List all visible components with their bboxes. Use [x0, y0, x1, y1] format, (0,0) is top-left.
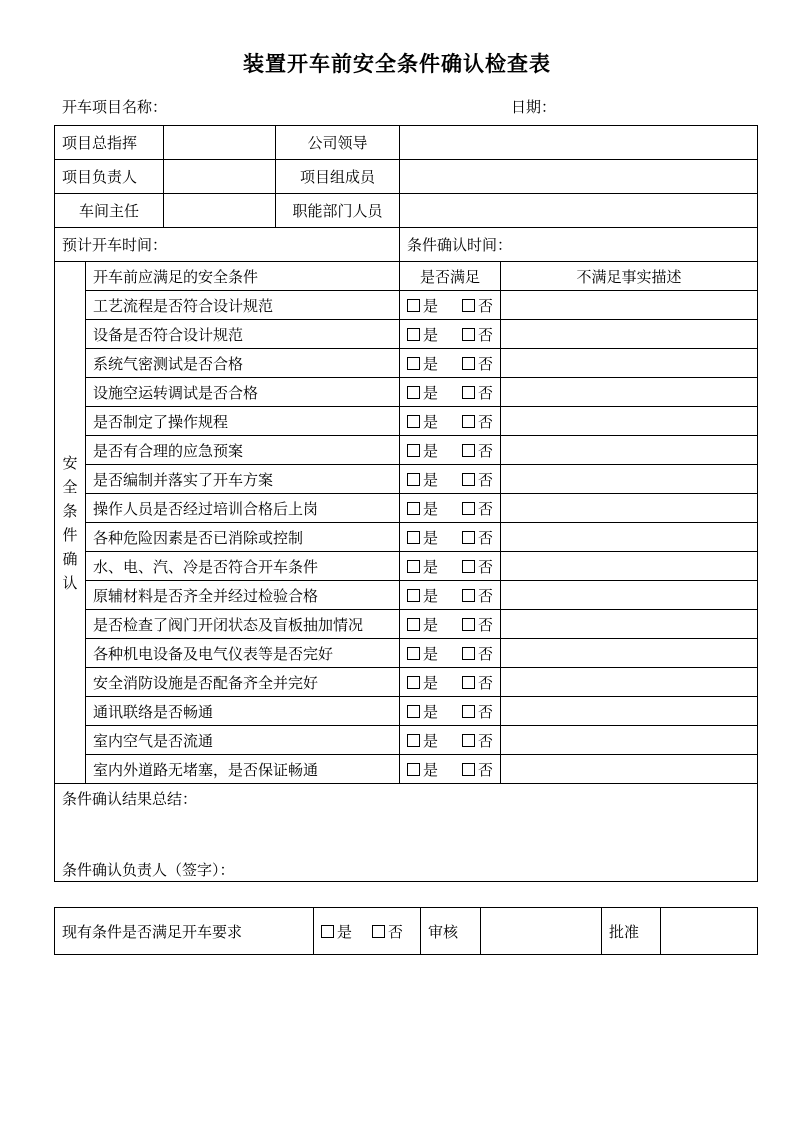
yes-no-choice: 是 否	[400, 581, 501, 610]
yes-no-choice: 是 否	[400, 639, 501, 668]
personnel-row	[55, 160, 758, 194]
table-row	[55, 639, 758, 668]
checkbox-yes[interactable]	[407, 444, 420, 457]
checkbox-yes[interactable]	[407, 734, 420, 747]
checkbox-no[interactable]	[462, 531, 475, 544]
col-condition-header: 开车前应满足的安全条件	[86, 262, 400, 291]
checkbox-yes[interactable]	[407, 328, 420, 341]
table-row	[55, 378, 758, 407]
condition-text: 水、电、汽、冷是否符合开车条件	[86, 552, 400, 581]
summary-row	[55, 784, 758, 882]
table-row	[55, 465, 758, 494]
condition-text: 是否编制并落实了开车方案	[86, 465, 400, 494]
yes-no-choice: 是 否	[400, 610, 501, 639]
description-cell[interactable]	[501, 668, 758, 697]
description-cell[interactable]	[501, 697, 758, 726]
yes-no-choice: 是 否	[400, 320, 501, 349]
col-satisfied-header: 是否满足	[400, 262, 501, 291]
description-cell[interactable]	[501, 407, 758, 436]
checkbox-yes[interactable]	[407, 502, 420, 515]
yes-no-choice: 是 否	[400, 291, 501, 320]
condition-text: 设备是否符合设计规范	[86, 320, 400, 349]
table-row	[55, 697, 758, 726]
approve-label: 批准	[602, 908, 661, 955]
personnel-row	[55, 194, 758, 228]
signer-label: 条件确认负责人（签字）：	[62, 861, 235, 879]
checkbox-yes[interactable]	[407, 618, 420, 631]
col-description-header: 不满足事实描述	[501, 262, 758, 291]
checkbox-yes[interactable]	[407, 676, 420, 689]
checkbox-no[interactable]	[372, 925, 385, 938]
confirm-time-label: 条件确认时间：	[400, 228, 758, 262]
table-row	[55, 726, 758, 755]
checkbox-yes[interactable]	[407, 705, 420, 718]
table-row	[55, 291, 758, 320]
checkbox-no[interactable]	[462, 560, 475, 573]
description-cell[interactable]	[501, 320, 758, 349]
table-row	[55, 494, 758, 523]
checkbox-yes[interactable]	[407, 560, 420, 573]
approval-table	[54, 907, 758, 955]
condition-text: 室内空气是否流通	[86, 726, 400, 755]
checkbox-yes[interactable]	[407, 299, 420, 312]
checkbox-no[interactable]	[462, 589, 475, 602]
yes-no-choice: 是 否	[400, 465, 501, 494]
yes-no-choice: 是 否	[400, 668, 501, 697]
schedule-row	[55, 228, 758, 262]
table-row	[55, 407, 758, 436]
yes-no-choice: 是 否	[400, 378, 501, 407]
approve-field[interactable]	[661, 908, 758, 955]
checkbox-no[interactable]	[462, 357, 475, 370]
personnel-row	[55, 126, 758, 160]
condition-text: 是否检查了阀门开闭状态及盲板抽加情况	[86, 610, 400, 639]
condition-text: 各种机电设备及电气仪表等是否完好	[86, 639, 400, 668]
description-cell[interactable]	[501, 610, 758, 639]
description-cell[interactable]	[501, 349, 758, 378]
checkbox-no[interactable]	[462, 299, 475, 312]
checkbox-no[interactable]	[462, 386, 475, 399]
result-summary-label: 条件确认结果总结：	[62, 790, 198, 808]
checklist-table	[54, 125, 758, 882]
condition-text: 工艺流程是否符合设计规范	[86, 291, 400, 320]
checkbox-yes[interactable]	[407, 357, 420, 370]
checkbox-yes[interactable]	[407, 415, 420, 428]
yes-no-choice: 是 否	[400, 552, 501, 581]
table-row	[55, 523, 758, 552]
label-project-commander: 项目总指挥	[55, 126, 164, 160]
checkbox-no[interactable]	[462, 676, 475, 689]
checkbox-no[interactable]	[462, 647, 475, 660]
date-label: 日期：	[511, 98, 557, 116]
condition-text: 通讯联络是否畅通	[86, 697, 400, 726]
yes-no-choice: 是 否	[400, 726, 501, 755]
checkbox-no[interactable]	[462, 734, 475, 747]
checkbox-yes[interactable]	[407, 386, 420, 399]
condition-text: 各种危险因素是否已消除或控制	[86, 523, 400, 552]
page-title: 装置开车前安全条件确认检查表	[243, 52, 551, 76]
yes-no-choice: 是 否	[400, 436, 501, 465]
table-row	[55, 349, 758, 378]
summary-cell[interactable]	[55, 784, 758, 882]
condition-text: 是否制定了操作规程	[86, 407, 400, 436]
checkbox-no[interactable]	[462, 444, 475, 457]
table-row	[55, 581, 758, 610]
approval-row	[55, 908, 758, 955]
table-row	[55, 668, 758, 697]
checkbox-no[interactable]	[462, 415, 475, 428]
yes-no-choice: 是 否	[400, 755, 501, 784]
description-cell[interactable]	[501, 378, 758, 407]
description-cell[interactable]	[501, 552, 758, 581]
review-field[interactable]	[481, 908, 602, 955]
description-cell[interactable]	[501, 523, 758, 552]
checkbox-yes[interactable]	[407, 589, 420, 602]
description-cell[interactable]	[501, 581, 758, 610]
description-cell[interactable]	[501, 639, 758, 668]
condition-text: 安全消防设施是否配备齐全并完好	[86, 668, 400, 697]
field-project-members[interactable]	[400, 160, 758, 194]
table-row	[55, 552, 758, 581]
table-row	[55, 755, 758, 784]
yes-no-choice: 是 否	[400, 523, 501, 552]
field-project-commander[interactable]	[164, 126, 276, 160]
description-cell[interactable]	[501, 726, 758, 755]
label-project-members: 项目组成员	[276, 160, 400, 194]
table-row	[55, 320, 758, 349]
condition-text: 系统气密测试是否合格	[86, 349, 400, 378]
field-functional-dept[interactable]	[400, 194, 758, 228]
description-cell[interactable]	[501, 465, 758, 494]
checkbox-no[interactable]	[462, 473, 475, 486]
checkbox-yes[interactable]	[407, 763, 420, 776]
label-functional-dept: 职能部门人员	[276, 194, 400, 228]
description-cell[interactable]	[501, 291, 758, 320]
yes-no-choice: 是 否	[400, 407, 501, 436]
field-workshop-director[interactable]	[164, 194, 276, 228]
description-cell[interactable]	[501, 436, 758, 465]
label-company-leader: 公司领导	[276, 126, 400, 160]
table-row	[55, 610, 758, 639]
checkbox-yes[interactable]	[321, 925, 334, 938]
yes-no-choice: 是 否	[400, 494, 501, 523]
checkbox-yes[interactable]	[407, 473, 420, 486]
label-project-manager: 项目负责人	[55, 160, 164, 194]
yes-no-choice: 是 否	[400, 349, 501, 378]
field-project-manager[interactable]	[164, 160, 276, 194]
requirement-question: 现有条件是否满足开车要求	[55, 908, 314, 955]
condition-text: 原辅材料是否齐全并经过检验合格	[86, 581, 400, 610]
table-row	[55, 436, 758, 465]
requirement-choice: 是 否	[314, 908, 421, 955]
planned-start-label: 预计开车时间：	[55, 228, 400, 262]
condition-text: 操作人员是否经过培训合格后上岗	[86, 494, 400, 523]
condition-text: 是否有合理的应急预案	[86, 436, 400, 465]
safety-section-label: 安 全 条 件 确 认	[55, 262, 86, 784]
checkbox-yes[interactable]	[407, 647, 420, 660]
project-name-label: 开车项目名称：	[62, 98, 168, 116]
checkbox-yes[interactable]	[407, 531, 420, 544]
field-company-leader[interactable]	[400, 126, 758, 160]
condition-text: 室内外道路无堵塞，是否保证畅通	[86, 755, 400, 784]
description-cell[interactable]	[501, 755, 758, 784]
safety-header-row	[55, 262, 758, 291]
checkbox-no[interactable]	[462, 618, 475, 631]
description-cell[interactable]	[501, 494, 758, 523]
yes-no-choice: 是 否	[400, 697, 501, 726]
checkbox-no[interactable]	[462, 328, 475, 341]
checkbox-no[interactable]	[462, 763, 475, 776]
checkbox-no[interactable]	[462, 705, 475, 718]
checkbox-no[interactable]	[462, 502, 475, 515]
label-workshop-director: 车间主任	[55, 194, 164, 228]
condition-text: 设施空运转调试是否合格	[86, 378, 400, 407]
review-label: 审核	[421, 908, 481, 955]
